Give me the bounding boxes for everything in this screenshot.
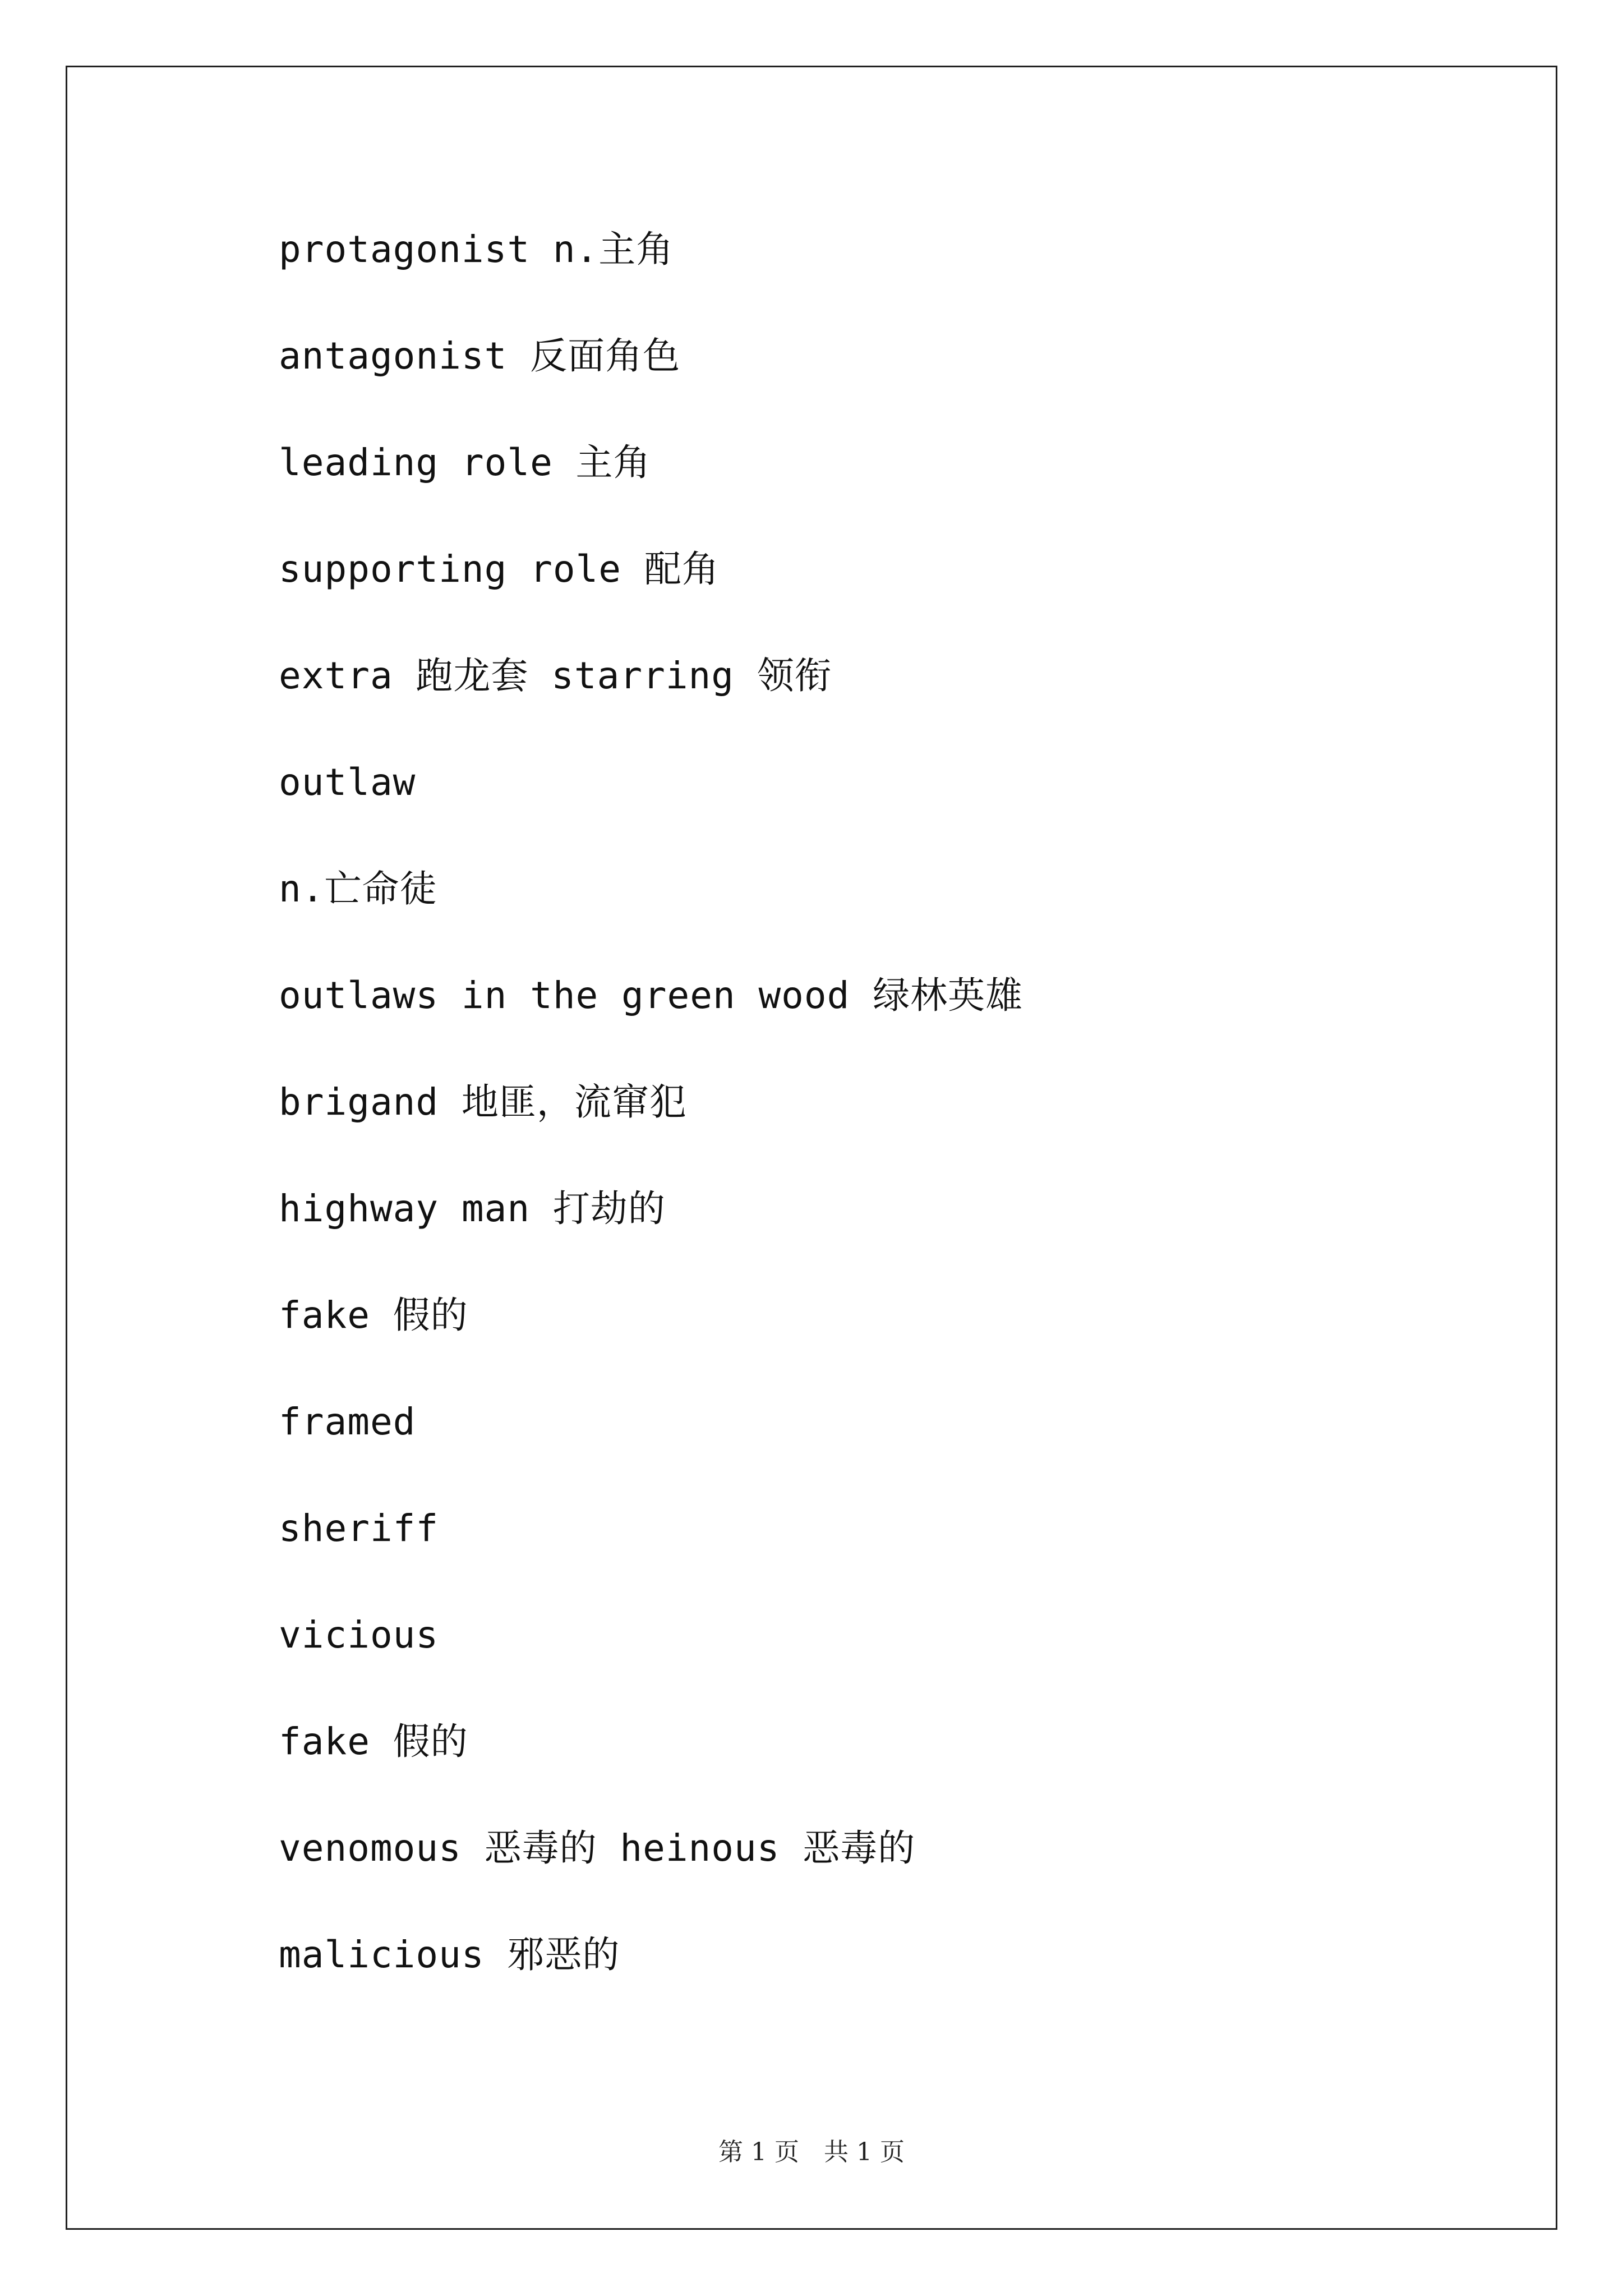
vocab-line: brigand 地匪，流窜犯: [279, 1080, 687, 1124]
vocab-line: framed: [279, 1400, 416, 1443]
vocab-line: sheriff: [279, 1507, 439, 1550]
vocab-line: leading role 主角: [279, 441, 651, 484]
vocab-line: venomous 恶毒的 heinous 恶毒的: [279, 1826, 916, 1870]
vocab-line: antagonist 反面角色: [279, 334, 681, 378]
vocab-line: malicious 邪恶的: [279, 1933, 620, 1976]
vocab-line: protagonist n.主角: [279, 228, 674, 271]
vocab-line: highway man 打劫的: [279, 1187, 666, 1230]
vocabulary-list: [279, 230, 1456, 2042]
vocab-line: fake 假的: [279, 1294, 468, 1337]
vocab-line: extra 跑龙套 starring 领衔: [279, 654, 832, 697]
vocab-line: supporting role 配角: [279, 547, 720, 591]
page-footer: 第 1 页 共 1 页: [718, 2138, 905, 2166]
vocab-line: vicious: [279, 1613, 439, 1657]
vocab-line: n.亡命徒: [279, 867, 437, 910]
vocab-line: outlaws in the green wood 绿林英雄: [279, 974, 1023, 1017]
vocab-line: outlaw: [279, 761, 416, 804]
vocab-line: fake 假的: [279, 1720, 468, 1763]
